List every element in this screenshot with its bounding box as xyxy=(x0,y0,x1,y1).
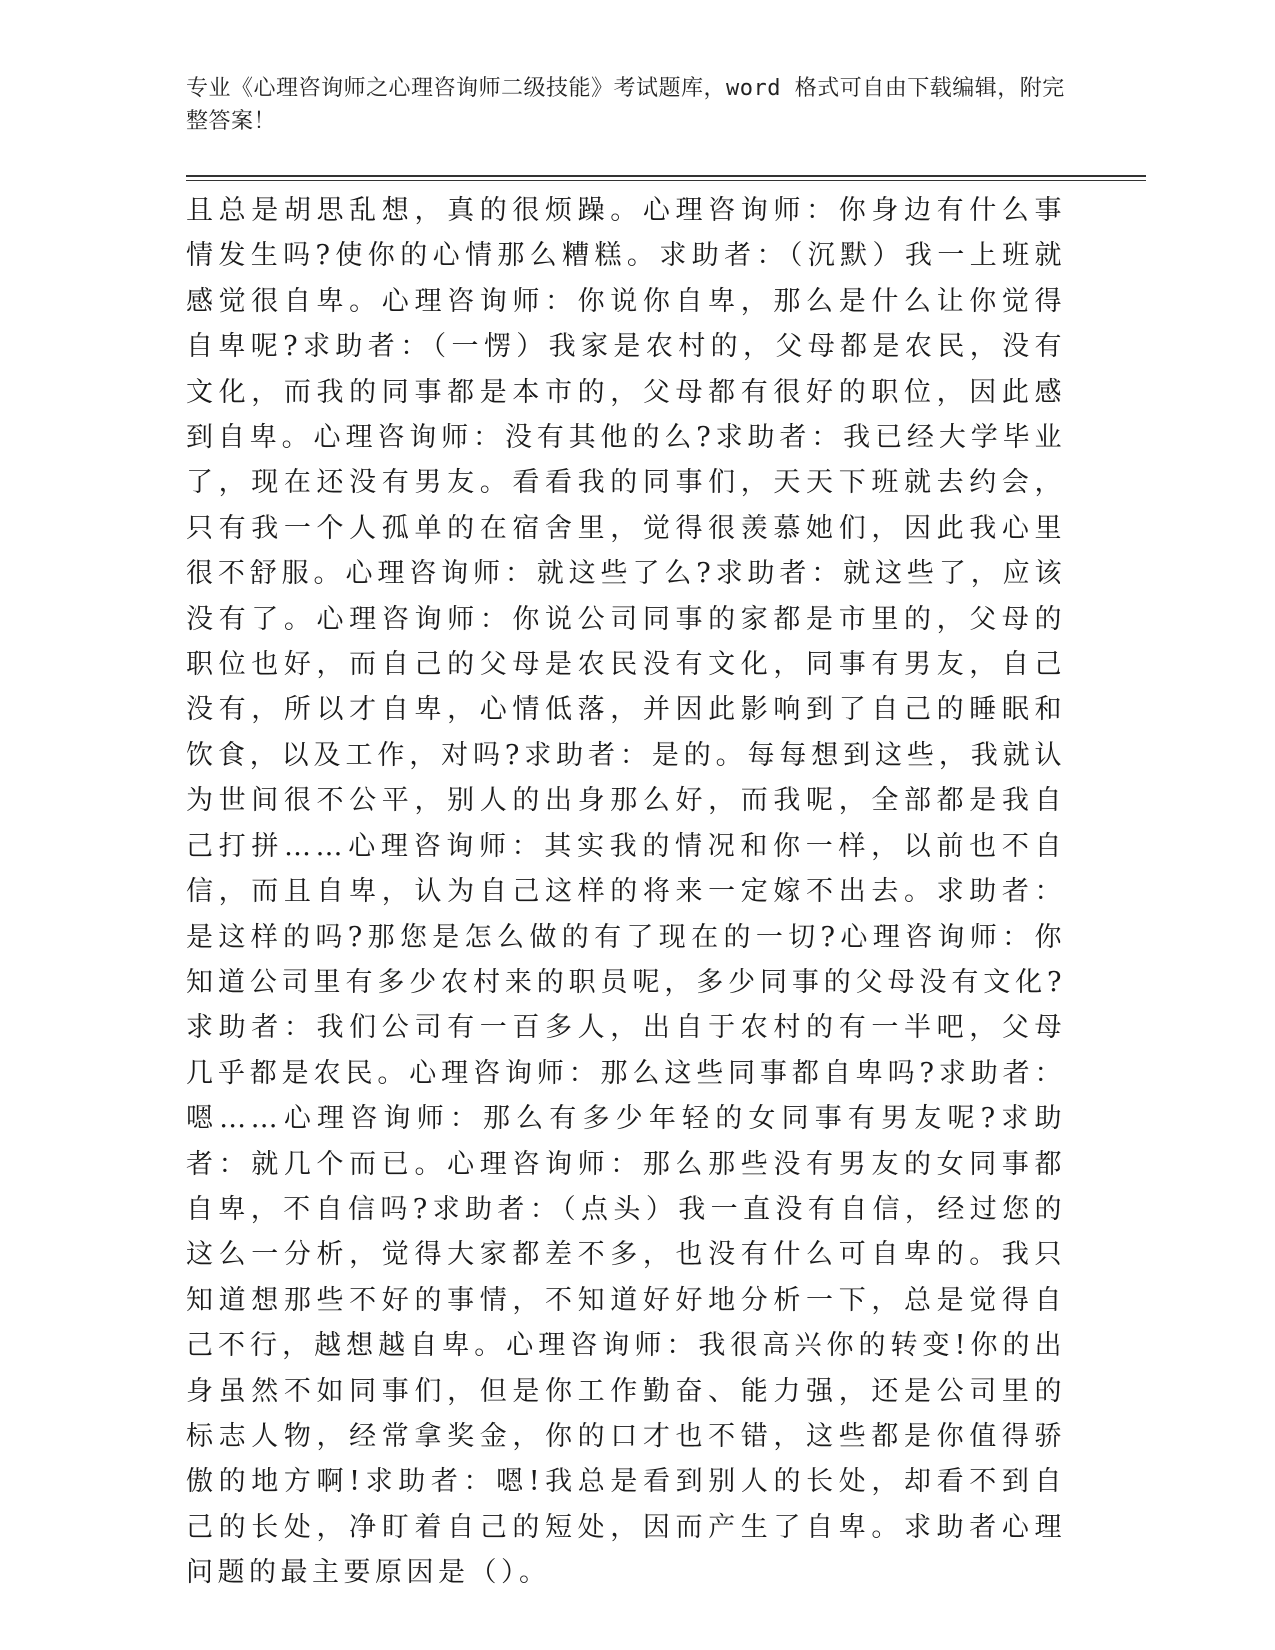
question-text: 且总是胡思乱想，真的很烦躁。心理咨询师：你身边有什么事情发生吗?使你的心情那么糟糕。求助者：（沉默）我一上班就感觉很自卑。心理咨询师：你说你自卑，那么是什么让你觉得自卑呢?求助者：（一愣）我家是农村的，父母都是农民，没有文化，而我的同事都是本市的，父母都有很好的职位，因此感到自卑。心理咨询师：没有其他的么?求助者：我已经大学毕业了，现在还没有男友。看看我的同事们，天天下班就去约会，只有我一个人孤单的在宿舍里，觉得很羡慕她们，因此我心里很不舒服。心理咨询师：就这些了么?求助者：就这些了，应该没有了。心理咨询师：你说公司同事的家都是市里的，父母的职位也好，而自己的父母是农民没有文化，同事有男友，自己没有，所以才自卑，心情低落，并因此影响到了自己的睡眠和饮食，以及工作，对吗?求助者：是的。每每想到这些，我就认为世间很不公平，别人的出身那么好，而我呢，全部都是我自己打拼……心理咨询师：其实我的情况和你一样，以前也不自信，而且自卑，认为自己这样的将来一定嫁不出去。求助者：是这样的吗?那您是怎么做的有了现在的一切?心理咨询师：你知道公司里有多少农村来的职员呢，多少同事的父母没有文化?求助者：我们公司有一百多人，出自于农村的有一半吧，父母几乎都是农民。心理咨询师：那么这些同事都自卑吗?求助者：嗯……心理咨询师：那么有多少年轻的女同事有男友呢?求助者：就几个而已。心理咨询师：那么那些没有男友的女同事都自卑，不自信吗?求助者：（点头）我一直没有自信，经过您的这么一分析，觉得大家都差不多，也没有什么可自卑的。我只知道想那些不好的事情，不知道好好地分析一下，总是觉得自己不行，越想越自卑。心理咨询师：我很高兴你的转变!你的出身虽然不如同事们，但是你工作勤奋、能力强，还是公司里的标志人物，经常拿奖金，你的口才也不错，这些都是你值得骄傲的地方啊!求助者：嗯!我总是看到别人的长处，却看不到自己的长处，净盯着自己的短处，因而产生了自卑。求助者心理问题的最主要原因是（）。 xyxy=(186,195,1066,1589)
page-header: 专业《心理咨询师之心理咨询师二级技能》考试题库，word 格式可自由下载编辑，附完整答案！ xyxy=(186,76,1065,134)
header-divider-thin xyxy=(186,180,1146,181)
header-divider xyxy=(186,175,1146,177)
